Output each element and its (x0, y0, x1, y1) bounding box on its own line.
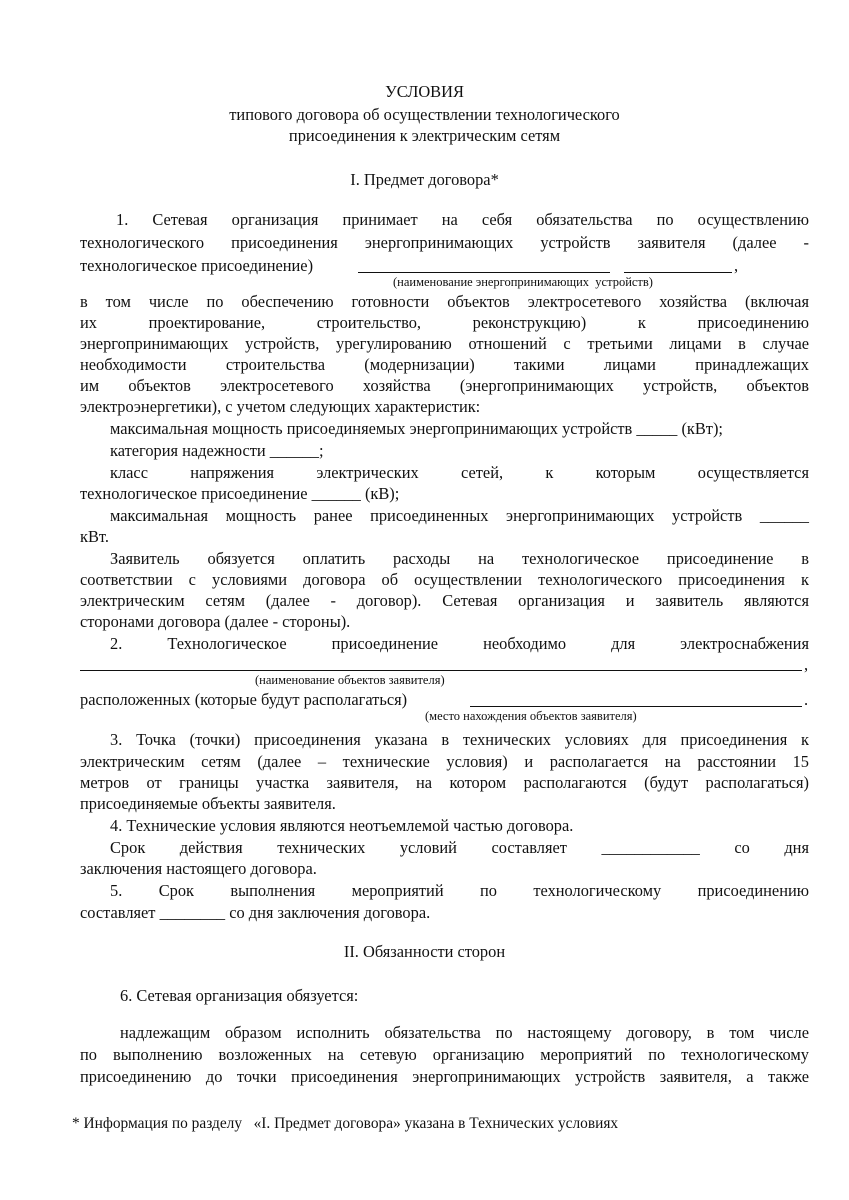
location-blank (470, 706, 802, 707)
p3-line-1: 3. Точка (точки) присоединения указана в технических условиях для присоединения к (110, 730, 809, 749)
caption-devices: (наименование энергопринимающих устройств) (393, 275, 653, 289)
p5-line-2: составляет ________ со дня заключения договора. (80, 903, 431, 922)
pay-line-4: сторонами договора (далее - стороны). (80, 612, 351, 631)
p1-line-8: им объектов электросетевого хозяйства (энергопринимающих устройств, объектов (80, 376, 809, 395)
char-prev-power-line-1: максимальная мощность ранее присоединенных энергопринимающих устройств ______ (110, 506, 809, 525)
pay-line-1: Заявитель обязуется оплатить расходы на технологическое присоединение в (110, 549, 809, 568)
p1-line-4: в том числе по обеспечению готовности объектов электросетевого хозяйства (включая (80, 292, 809, 311)
document-title: УСЛОВИЯ (385, 82, 464, 101)
document-subtitle-line-2: присоединения к электрическим сетям (288, 126, 561, 145)
pay-line-3: электрическим сетям (далее - договор). Сетевая организация и заявитель являются (80, 591, 809, 610)
p1-line-6: энергопринимающих устройств, урегулированию отношений с третьими лицами в случае (80, 334, 809, 353)
char-voltage-line-1: класс напряжения электрических сетей, к которым осуществляется (110, 463, 809, 482)
p3-line-3: метров от границы участка заявителя, на котором располагаются (будут располагаться) (80, 773, 809, 792)
section-1-heading: I. Предмет договора* (350, 170, 499, 189)
p6-line: 6. Сетевая организация обязуется: (120, 986, 359, 1005)
section-2-heading: II. Обязанности сторон (343, 942, 506, 961)
p2-line-3: расположенных (которые будут располагаться) (80, 690, 408, 709)
p4-line-3: заключения настоящего договора. (80, 859, 317, 878)
caption-location: (место нахождения объектов заявителя) (425, 709, 637, 723)
p1-line-2: технологического присоединения энергопринимающих устройств заявителя (далее - (80, 233, 809, 252)
pay-line-2: соответствии с условиями договора об осуществлении технологического присоединения к (80, 570, 809, 589)
document-subtitle-line-1: типового договора об осуществлении технологического (229, 105, 620, 124)
p3-line-4: присоединяемые объекты заявителя. (80, 794, 336, 813)
p6a-line-1: надлежащим образом исполнить обязательства по настоящему договору, в том числе (120, 1023, 809, 1042)
p1-line-3: технологическое присоединение) (80, 256, 314, 275)
p4-line-2: Срок действия технических условий составляет ____________ со дня (110, 838, 809, 857)
caption-objects: (наименование объектов заявителя) (255, 673, 445, 687)
p3-line-2: электрическим сетям (далее – технические условия) и располагается на расстоянии 15 (80, 752, 809, 771)
char-voltage-line-2: технологическое присоединение ______ (кВ); (80, 484, 400, 503)
p2-line-1: 2. Технологическое присоединение необходимо для электроснабжения (110, 634, 809, 653)
char-prev-power-line-2: кВт. (80, 527, 109, 546)
p6a-line-2: по выполнению возложенных на сетевую организацию мероприятий по технологическому (80, 1045, 809, 1064)
objects-blank (80, 670, 802, 671)
p1-line-1: 1. Сетевая организация принимает на себя обязательства по осуществлению (116, 210, 809, 229)
footnote: * Информация по разделу «I. Предмет договора» указана в Технических условиях (72, 1115, 619, 1132)
p1-line-9: электроэнергетики), с учетом следующих характеристик: (80, 397, 481, 416)
devices-blank-2 (624, 272, 732, 273)
p4-line-1: 4. Технические условия являются неотъемлемой частью договора. (110, 816, 574, 835)
p1-line-5: их проектирование, строительство, реконструкцию) к присоединению (80, 313, 809, 332)
devices-blank (358, 272, 610, 273)
p1-line-3-comma: , (734, 256, 739, 275)
char-max-power: максимальная мощность присоединяемых энергопринимающих устройств _____ (кВт); (110, 419, 723, 438)
p5-line-1: 5. Срок выполнения мероприятий по технологическому присоединению (110, 881, 809, 900)
p2-line-2-comma: , (804, 655, 809, 674)
p6a-line-3: присоединению до точки присоединения энергопринимающих устройств заявителя, а также (80, 1067, 809, 1086)
p1-line-7: необходимости строительства (модернизации) такими лицами принадлежащих (80, 355, 809, 374)
p2-line-3-period: . (804, 690, 809, 709)
char-reliability: категория надежности ______; (110, 441, 324, 460)
